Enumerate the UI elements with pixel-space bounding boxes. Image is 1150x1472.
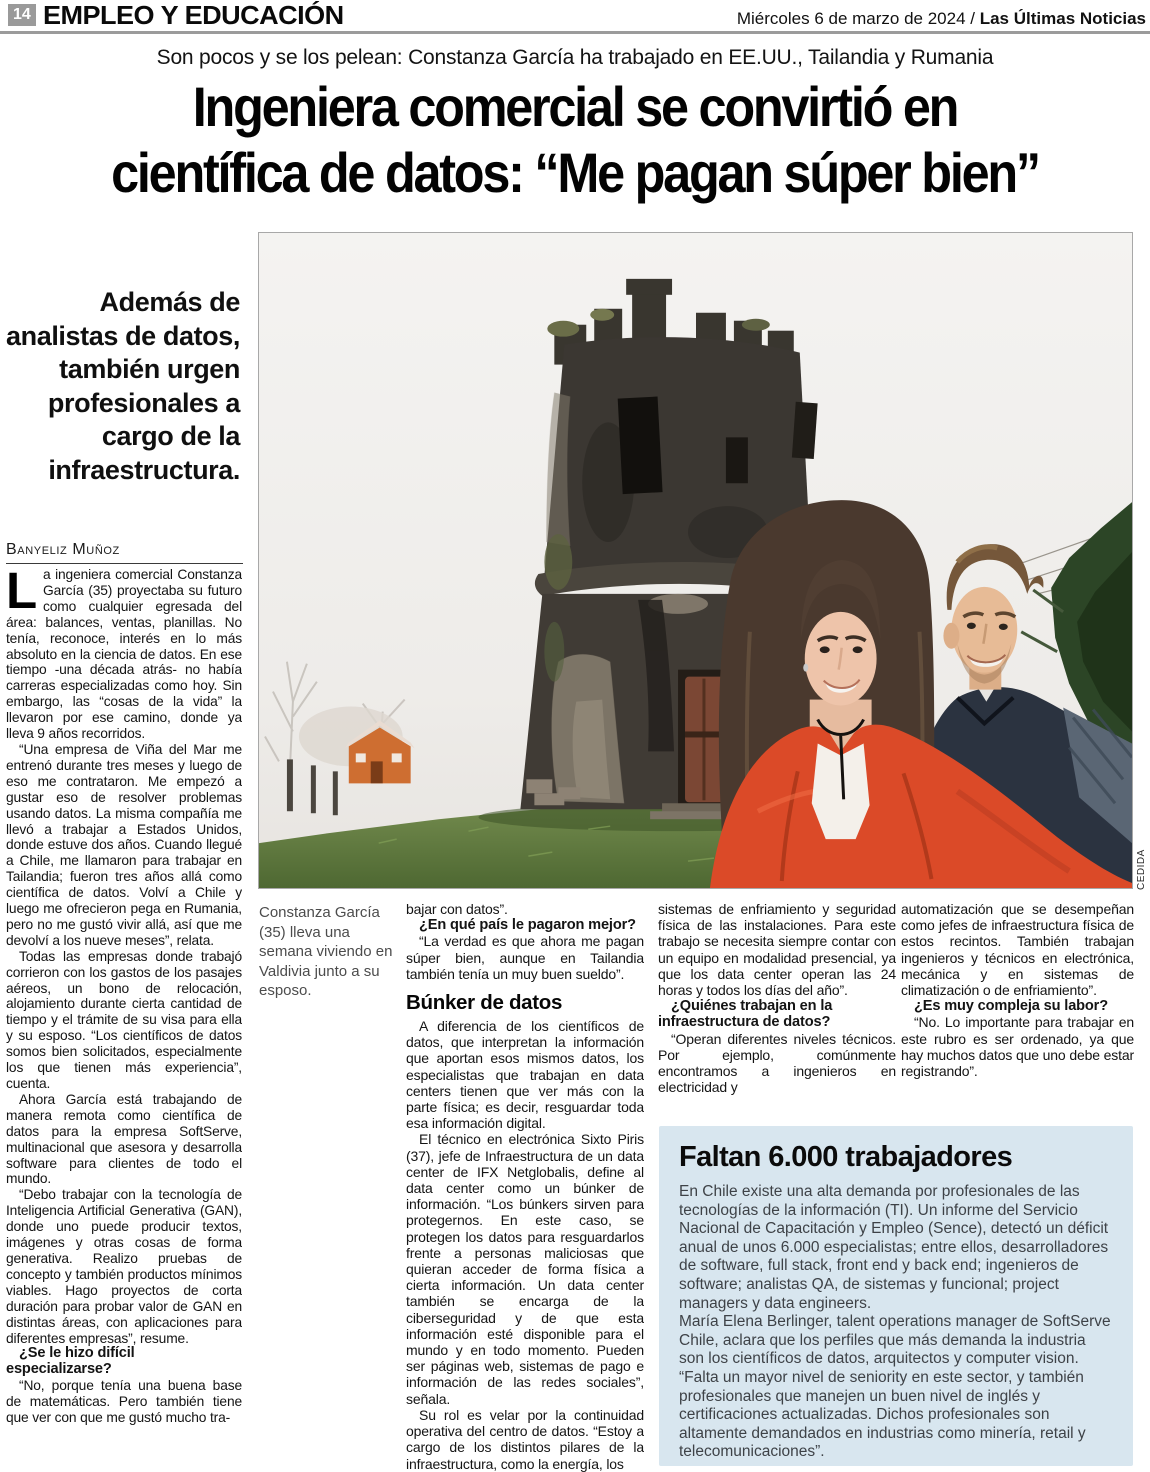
paragraph: sistemas de enfriamiento y seguridad física de las instalaciones. Para este trabajo se necesita siempre contar con un equipo en modalidad presencial, ya que los data center operan las 24 horas y todos los días del año”. bbox=[658, 901, 896, 999]
headline bbox=[0, 74, 1150, 206]
headline-line-2: científica de datos: “Me pagan súper bien” bbox=[111, 141, 1039, 204]
page-number-badge: 14 bbox=[8, 4, 36, 26]
paragraph: “No, porque tenía una buena base de matemáticas. Pero también tiene que ver con que me gustó mucho tra- bbox=[6, 1378, 242, 1426]
section-subhead: Búnker de datos bbox=[406, 991, 563, 1015]
page-header bbox=[8, 0, 1146, 31]
paragraph: “La verdad es que ahora me pagan súper bien, aunque en Tailandia también tenía un muy buen sueldo”. bbox=[406, 933, 644, 982]
header-rule bbox=[0, 31, 1150, 34]
headline-line-1: Ingeniera comercial se convirtió en bbox=[192, 75, 958, 138]
paragraph: El técnico en electrónica Sixto Piris (37), jefe de Infraestructura de un data center de IFX Netglobalis, define al data center como un búnker de información. “Los búnkers sirven para protegernos. En este caso, se protegen los datos para resguardarlos frente a personas maliciosas que quieran acceder de forma física a cierta información. Un data center también se encarga de la ciberseguridad y de que esta información esté disponible para el mundo y en todo momento. Pueden ser páginas web, sistemas de pago e información de las redes sociales”, señala. bbox=[406, 1131, 644, 1407]
body-column-4 bbox=[901, 901, 1134, 1123]
infobox-paragraph: María Elena Berlinger, talent operations manager de SoftServe Chile, aclara que los perfiles que más demanda la industria son los científicos de datos, arquitectos y computer vision. “Falta un mayor nivel de seniority en este sector, y también profesionales que manejen un buen nivel de inglés y certificaciones actualizadas. Dichos profesionales son altamente demandados en industrias como minería, retail y telecomunicaciones”. bbox=[679, 1313, 1111, 1461]
paragraph: Todas las empresas donde trabajó corrieron con los gastos de los pasajes aéreos, un bono de relocación, alojamiento durante cierta cantidad de tiempo y el trámite de su visa para ella y su esposo. “Los científicos de datos somos bien solicitados, especialmente los que tienen más experiencia”, cuenta. bbox=[6, 948, 242, 1091]
standfirst: Además de analistas de datos, también urgen profesionales a cargo de la infraestructura. bbox=[6, 287, 240, 485]
body-column-1 bbox=[6, 567, 242, 1472]
kicker: Son pocos y se los pelean: Constanza García ha trabajado en EE.UU., Tailandia y Rumania bbox=[156, 46, 994, 69]
infobox-title: Faltan 6.000 trabajadores bbox=[679, 1141, 1013, 1173]
body-column-2 bbox=[406, 901, 644, 1472]
paragraph: La ingeniera comercial Constanza García (35) proyectaba su futuro como cualquier egresada del área: balances, ventas, planillas. No tenía, reconoce, interés en lo más absoluto en la ciencia de datos. En ese tiempo -una década atrás- no había carreras especializadas como hoy. Sin embargo, las “cosas de la vida” la llevaron por ese camino, donde ya lleva 9 años recorridos. bbox=[6, 567, 242, 742]
paragraph: “Debo trabajar con la tecnología de Inteligencia Artificial Generativa (GAN), donde uno puede producir textos, imágenes y otras cosas de forma generativa. Realizo pruebas de concepto y también productos mínimos viables. Hago proyectos de corta duración para probar valor de GAN en distintas áreas, con aplicaciones para diferentes empresas”, resume. bbox=[6, 1187, 242, 1346]
interview-question: ¿Quiénes trabajan en la infraestructura de datos? bbox=[658, 998, 833, 1031]
header-date: Miércoles 6 de marzo de 2024 bbox=[736, 9, 966, 28]
interview-question: ¿Es muy compleja su labor? bbox=[914, 998, 1108, 1015]
paragraph: Ahora García está trabajando de manera remota como científica de datos para la empresa SoftServe, multinacional que asesora y desarrolla software para clientes de todo el mundo. bbox=[6, 1091, 242, 1187]
photo-illustration bbox=[259, 233, 1132, 888]
paragraph: bajar con datos”. bbox=[406, 901, 508, 917]
body-column-3 bbox=[658, 901, 896, 1115]
sidebar-infobox bbox=[659, 1126, 1133, 1466]
byline: Banyeliz Muñoz bbox=[6, 541, 243, 564]
paragraph: “Una empresa de Viña del Mar me entrenó durante tres meses y luego de eso me contrataron. Me empezó a gustar eso de resolver problemas usando datos. La misma compañía me llevó a trabajar a Estados Unidos, donde estuve dos años. Cuando llegué a Chile, me llamaron para trabajar en Tailandia; fueron tres años allá como científica de datos. Volví a Chile y luego me ofrecieron pega en Rumania, pero no me gustó vivir allá, así que me devolví a los nueve meses”, relata. bbox=[6, 741, 242, 948]
paragraph: automatización que se desempeñan como jefes de infraestructura física de estos recintos. También trabajan ingenieros y técnicos en electrónica, mecánica y en sistemas de climatización o de enfriamiento”. bbox=[901, 901, 1134, 999]
article-photo bbox=[258, 232, 1133, 889]
paragraph: A diferencia de los científicos de datos, que interpretan la información que aportan esos mismos datos, los especialistas que trabajan en data centers tienen que ver más con la parte física; es decir, resguardar toda esa información digital. bbox=[406, 1018, 644, 1132]
section-title: EMPLEO Y EDUCACIÓN bbox=[42, 0, 344, 30]
interview-question: ¿En qué país le pagaron mejor? bbox=[419, 917, 636, 934]
photo-credit: CEDIDA bbox=[1136, 849, 1147, 890]
interview-question: ¿Se le hizo difícil especializarse? bbox=[6, 1345, 135, 1378]
header-dateline bbox=[737, 9, 1146, 29]
paragraph: “Operan diferentes niveles técnicos. Por ejemplo, comúnmente encontramos a ingenieros en electricidad y bbox=[658, 1030, 896, 1096]
drop-cap: L bbox=[6, 567, 38, 619]
paper-name: Las Últimas Noticias bbox=[979, 9, 1146, 28]
paragraph: Su rol es velar por la continuidad operativa del centro de datos. “Estoy a cargo de los distintos pilares de la infraestructura, como la energía, los bbox=[406, 1406, 644, 1472]
paragraph: “No. Lo importante para trabajar en este rubro es ser ordenado, ya que hay muchos datos que uno debe estar registrando”. bbox=[901, 1014, 1134, 1080]
photo-caption: Constanza García (35) lleva una semana viviendo en Valdivia junto a su esposo. bbox=[259, 904, 393, 999]
infobox-paragraph: En Chile existe una alta demanda por profesionales de las tecnologías de la información (TI). Un informe del Servicio Nacional de Capacitación y Empleo (Sence), detectó un déficit anual de unos 6.000 especialistas; entre ellos, desarrolladores de software, full stack, front end y back end; ingenieros de software; analistas QA, de sistemas y funcional; project managers y data engineers. bbox=[679, 1183, 1109, 1312]
header-separator: / bbox=[965, 9, 980, 28]
